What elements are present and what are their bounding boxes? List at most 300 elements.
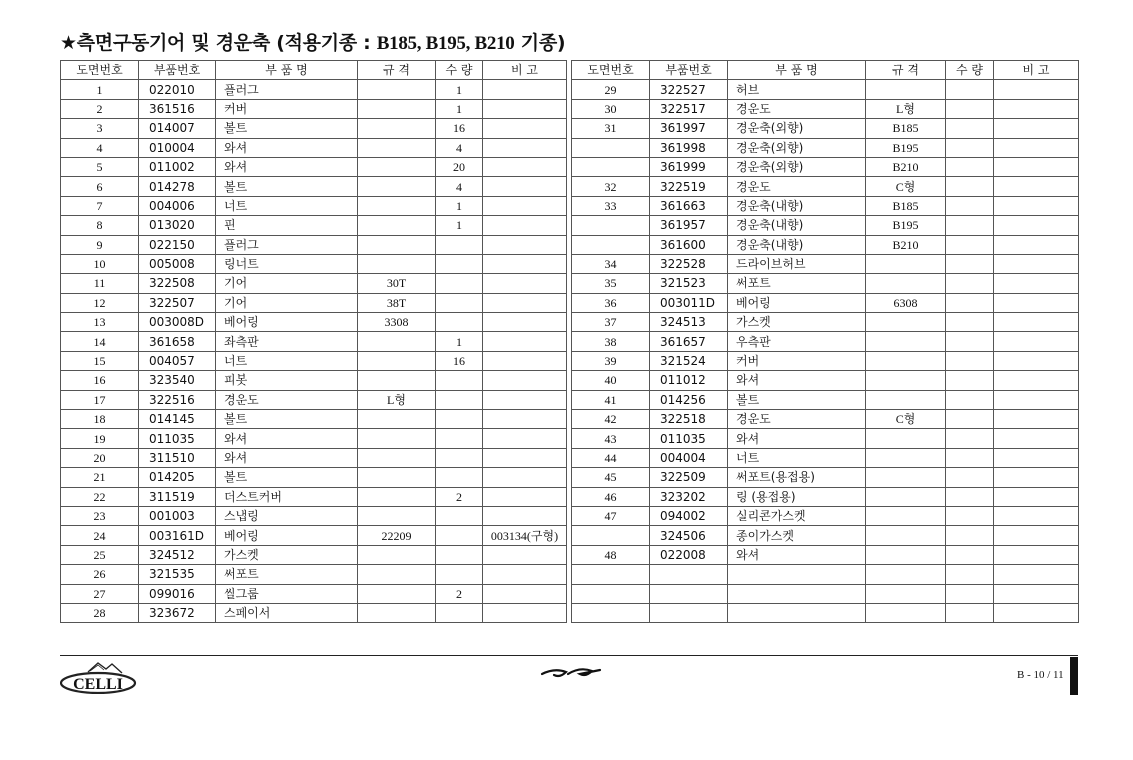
table-row bbox=[572, 157, 1079, 176]
cell-drawing-no: 35 bbox=[572, 274, 650, 293]
cell-spec bbox=[358, 254, 436, 273]
cell-drawing-no: 6 bbox=[61, 177, 139, 196]
cell-spec bbox=[866, 254, 946, 273]
cell-part-no: 003008D bbox=[139, 313, 216, 332]
table-row bbox=[61, 448, 567, 467]
cell-qty: 1 bbox=[436, 216, 483, 235]
cell-spec bbox=[358, 351, 436, 370]
table-row bbox=[572, 274, 1079, 293]
page-edge-bar bbox=[1070, 657, 1078, 695]
table-row bbox=[61, 526, 567, 545]
cell-spec bbox=[358, 216, 436, 235]
cell-qty bbox=[946, 390, 994, 409]
cell-qty: 1 bbox=[436, 80, 483, 99]
cell-spec bbox=[358, 468, 436, 487]
cell-note bbox=[994, 177, 1079, 196]
cell-part-no: 321524 bbox=[650, 351, 728, 370]
cell-note bbox=[994, 216, 1079, 235]
cell-qty bbox=[946, 545, 994, 564]
cell-part-name: 플러그 bbox=[216, 80, 358, 99]
cell-qty bbox=[436, 293, 483, 312]
table-row bbox=[61, 254, 567, 273]
cell-part-name: 핀 bbox=[216, 216, 358, 235]
cell-drawing-no: 31 bbox=[572, 119, 650, 138]
table-row bbox=[61, 99, 567, 118]
cell-note bbox=[994, 157, 1079, 176]
cell-part-name: 베어링 bbox=[216, 313, 358, 332]
cell-part-no: 361997 bbox=[650, 119, 728, 138]
cell-spec bbox=[866, 429, 946, 448]
cell-part-no: 094002 bbox=[650, 506, 728, 525]
cell-part-name: 써포트 bbox=[728, 274, 866, 293]
cell-drawing-no: 19 bbox=[61, 429, 139, 448]
cell-note bbox=[994, 332, 1079, 351]
cell-part-no: 004006 bbox=[139, 196, 216, 215]
cell-qty bbox=[946, 448, 994, 467]
cell-spec: B185 bbox=[866, 119, 946, 138]
cell-part-no bbox=[650, 584, 728, 603]
signature-mark bbox=[540, 662, 610, 682]
cell-drawing-no: 2 bbox=[61, 99, 139, 118]
cell-part-name: 씰그룹 bbox=[216, 584, 358, 603]
cell-part-no: 322516 bbox=[139, 390, 216, 409]
cell-drawing-no: 38 bbox=[572, 332, 650, 351]
table-row bbox=[61, 410, 567, 429]
cell-part-no: 322517 bbox=[650, 99, 728, 118]
cell-drawing-no: 10 bbox=[61, 254, 139, 273]
cell-qty bbox=[946, 293, 994, 312]
cell-part-name: 플러그 bbox=[216, 235, 358, 254]
cell-spec bbox=[358, 138, 436, 157]
table-row bbox=[572, 313, 1079, 332]
cell-qty bbox=[436, 603, 483, 622]
cell-drawing-no: 15 bbox=[61, 351, 139, 370]
cell-drawing-no: 26 bbox=[61, 565, 139, 584]
cell-drawing-no: 25 bbox=[61, 545, 139, 564]
cell-spec bbox=[358, 603, 436, 622]
cell-note bbox=[994, 235, 1079, 254]
cell-spec bbox=[866, 506, 946, 525]
table-row bbox=[61, 506, 567, 525]
cell-part-no: 361600 bbox=[650, 235, 728, 254]
cell-part-name: 써포트 bbox=[216, 565, 358, 584]
cell-part-no: 323202 bbox=[650, 487, 728, 506]
cell-part-name: 더스트커버 bbox=[216, 487, 358, 506]
cell-part-name: 와셔 bbox=[216, 448, 358, 467]
cell-part-name bbox=[728, 603, 866, 622]
cell-qty bbox=[946, 565, 994, 584]
cell-part-no: 322528 bbox=[650, 254, 728, 273]
cell-part-no: 361658 bbox=[139, 332, 216, 351]
cell-spec bbox=[358, 429, 436, 448]
cell-qty: 1 bbox=[436, 332, 483, 351]
cell-note: 003134(구형) bbox=[483, 526, 567, 545]
cell-spec: 30T bbox=[358, 274, 436, 293]
cell-spec bbox=[358, 332, 436, 351]
cell-drawing-no: 29 bbox=[572, 80, 650, 99]
cell-part-name: 와셔 bbox=[216, 138, 358, 157]
cell-note bbox=[994, 80, 1079, 99]
table-header-row bbox=[572, 61, 1079, 80]
table-row bbox=[572, 293, 1079, 312]
table-row bbox=[572, 235, 1079, 254]
cell-qty: 4 bbox=[436, 177, 483, 196]
cell-part-name: 볼트 bbox=[216, 177, 358, 196]
cell-drawing-no: 39 bbox=[572, 351, 650, 370]
table-row bbox=[572, 429, 1079, 448]
cell-part-name: 허브 bbox=[728, 80, 866, 99]
cell-note bbox=[994, 506, 1079, 525]
table-row bbox=[572, 254, 1079, 273]
cell-spec bbox=[866, 351, 946, 370]
cell-note bbox=[994, 545, 1079, 564]
cell-note bbox=[994, 390, 1079, 409]
table-row bbox=[572, 351, 1079, 370]
cell-spec bbox=[358, 371, 436, 390]
cell-spec bbox=[866, 313, 946, 332]
cell-part-name: 우측판 bbox=[728, 332, 866, 351]
cell-note bbox=[483, 196, 567, 215]
cell-qty bbox=[436, 468, 483, 487]
cell-drawing-no bbox=[572, 603, 650, 622]
cell-note bbox=[483, 448, 567, 467]
table-row bbox=[61, 468, 567, 487]
table-row bbox=[61, 603, 567, 622]
table-row bbox=[572, 565, 1079, 584]
cell-part-no: 311519 bbox=[139, 487, 216, 506]
cell-qty bbox=[946, 506, 994, 525]
cell-part-no: 361516 bbox=[139, 99, 216, 118]
cell-qty bbox=[436, 429, 483, 448]
cell-part-no: 003161D bbox=[139, 526, 216, 545]
cell-part-name: 가스켓 bbox=[216, 545, 358, 564]
cell-drawing-no: 3 bbox=[61, 119, 139, 138]
parts-table-left bbox=[60, 60, 567, 623]
cell-drawing-no: 34 bbox=[572, 254, 650, 273]
cell-part-name: 실리콘가스켓 bbox=[728, 506, 866, 525]
cell-part-no: 099016 bbox=[139, 584, 216, 603]
cell-spec: B210 bbox=[866, 235, 946, 254]
header-part-no: 부품번호 bbox=[650, 61, 728, 80]
table-row bbox=[572, 603, 1079, 622]
table-row bbox=[572, 526, 1079, 545]
cell-part-name: 경운도 bbox=[728, 177, 866, 196]
cell-part-name: 종이가스켓 bbox=[728, 526, 866, 545]
cell-spec bbox=[358, 565, 436, 584]
parts-table-right bbox=[571, 60, 1079, 623]
table-row bbox=[572, 332, 1079, 351]
table-row bbox=[61, 138, 567, 157]
cell-drawing-no: 45 bbox=[572, 468, 650, 487]
cell-drawing-no: 8 bbox=[61, 216, 139, 235]
cell-part-name: 경운축(내향) bbox=[728, 235, 866, 254]
cell-qty: 2 bbox=[436, 487, 483, 506]
cell-note bbox=[483, 429, 567, 448]
cell-note bbox=[483, 371, 567, 390]
cell-part-name: 좌측판 bbox=[216, 332, 358, 351]
title-star: ★ bbox=[60, 32, 77, 54]
cell-note bbox=[483, 351, 567, 370]
cell-qty bbox=[436, 526, 483, 545]
cell-drawing-no: 5 bbox=[61, 157, 139, 176]
cell-drawing-no: 30 bbox=[572, 99, 650, 118]
cell-part-name bbox=[728, 565, 866, 584]
cell-note bbox=[994, 410, 1079, 429]
table-row bbox=[61, 235, 567, 254]
cell-qty bbox=[436, 313, 483, 332]
cell-qty bbox=[946, 487, 994, 506]
cell-spec bbox=[358, 410, 436, 429]
cell-part-name: 와셔 bbox=[216, 157, 358, 176]
cell-qty bbox=[946, 332, 994, 351]
cell-drawing-no: 18 bbox=[61, 410, 139, 429]
cell-drawing-no: 9 bbox=[61, 235, 139, 254]
table-row bbox=[572, 119, 1079, 138]
cell-spec bbox=[358, 196, 436, 215]
cell-part-name: 경운축(내향) bbox=[728, 216, 866, 235]
cell-spec: B185 bbox=[866, 196, 946, 215]
cell-qty bbox=[436, 274, 483, 293]
cell-note bbox=[994, 196, 1079, 215]
cell-note bbox=[483, 274, 567, 293]
cell-drawing-no: 1 bbox=[61, 80, 139, 99]
cell-spec: L형 bbox=[358, 390, 436, 409]
cell-qty bbox=[946, 99, 994, 118]
cell-drawing-no: 47 bbox=[572, 506, 650, 525]
cell-drawing-no bbox=[572, 216, 650, 235]
table-row bbox=[572, 584, 1079, 603]
cell-qty bbox=[436, 506, 483, 525]
cell-note bbox=[483, 332, 567, 351]
cell-note bbox=[994, 584, 1079, 603]
cell-part-no: 361998 bbox=[650, 138, 728, 157]
cell-part-no: 322507 bbox=[139, 293, 216, 312]
header-part-name: 부 품 명 bbox=[216, 61, 358, 80]
cell-part-no bbox=[650, 565, 728, 584]
title-korean: 측면구동기어 및 경운축 (적용기종 : bbox=[76, 32, 377, 54]
table-row bbox=[572, 80, 1079, 99]
cell-part-name: 가스켓 bbox=[728, 313, 866, 332]
table-row bbox=[572, 138, 1079, 157]
table-row bbox=[61, 429, 567, 448]
cell-drawing-no: 23 bbox=[61, 506, 139, 525]
cell-spec bbox=[358, 487, 436, 506]
cell-part-name: 와셔 bbox=[728, 371, 866, 390]
cell-qty bbox=[436, 254, 483, 273]
cell-drawing-no bbox=[572, 565, 650, 584]
cell-qty bbox=[946, 235, 994, 254]
cell-drawing-no: 17 bbox=[61, 390, 139, 409]
cell-drawing-no: 40 bbox=[572, 371, 650, 390]
cell-qty bbox=[436, 410, 483, 429]
cell-note bbox=[483, 603, 567, 622]
cell-part-name: 커버 bbox=[216, 99, 358, 118]
cell-part-name: 경운축(외향) bbox=[728, 138, 866, 157]
cell-note bbox=[483, 313, 567, 332]
header-qty: 수 량 bbox=[946, 61, 994, 80]
cell-part-name: 피봇 bbox=[216, 371, 358, 390]
cell-part-no: 323540 bbox=[139, 371, 216, 390]
cell-note bbox=[483, 545, 567, 564]
table-row bbox=[572, 506, 1079, 525]
cell-qty: 2 bbox=[436, 584, 483, 603]
cell-drawing-no: 14 bbox=[61, 332, 139, 351]
cell-part-no: 361957 bbox=[650, 216, 728, 235]
table-row bbox=[572, 196, 1079, 215]
table-row bbox=[572, 448, 1079, 467]
cell-part-name bbox=[728, 584, 866, 603]
cell-qty bbox=[946, 313, 994, 332]
cell-part-no: 011035 bbox=[650, 429, 728, 448]
cell-spec bbox=[358, 506, 436, 525]
cell-part-name: 드라이브허브 bbox=[728, 254, 866, 273]
table-row bbox=[61, 119, 567, 138]
cell-spec: 3308 bbox=[358, 313, 436, 332]
cell-part-no: 014007 bbox=[139, 119, 216, 138]
cell-spec bbox=[358, 545, 436, 564]
cell-part-name: 너트 bbox=[216, 196, 358, 215]
cell-spec: C형 bbox=[866, 410, 946, 429]
cell-part-name: 볼트 bbox=[216, 410, 358, 429]
cell-part-name: 와셔 bbox=[728, 429, 866, 448]
cell-spec: B195 bbox=[866, 138, 946, 157]
cell-note bbox=[994, 293, 1079, 312]
cell-note bbox=[483, 235, 567, 254]
table-row bbox=[61, 351, 567, 370]
cell-note bbox=[483, 565, 567, 584]
cell-part-no: 014145 bbox=[139, 410, 216, 429]
cell-part-name: 너트 bbox=[728, 448, 866, 467]
cell-part-no: 003011D bbox=[650, 293, 728, 312]
cell-drawing-no: 27 bbox=[61, 584, 139, 603]
header-part-name: 부 품 명 bbox=[728, 61, 866, 80]
table-row bbox=[572, 371, 1079, 390]
cell-drawing-no: 41 bbox=[572, 390, 650, 409]
cell-spec: C형 bbox=[866, 177, 946, 196]
celli-logo bbox=[60, 660, 140, 694]
cell-note bbox=[994, 526, 1079, 545]
cell-part-name: 경운축(내향) bbox=[728, 196, 866, 215]
cell-spec: 38T bbox=[358, 293, 436, 312]
table-row bbox=[61, 584, 567, 603]
page-title bbox=[60, 28, 565, 55]
cell-drawing-no: 12 bbox=[61, 293, 139, 312]
cell-spec bbox=[866, 468, 946, 487]
cell-qty bbox=[946, 468, 994, 487]
table-row bbox=[572, 545, 1079, 564]
table-row bbox=[572, 390, 1079, 409]
cell-part-no: 011002 bbox=[139, 157, 216, 176]
cell-spec bbox=[866, 390, 946, 409]
cell-note bbox=[483, 80, 567, 99]
table-row bbox=[61, 216, 567, 235]
cell-part-no: 361663 bbox=[650, 196, 728, 215]
header-spec: 규 격 bbox=[358, 61, 436, 80]
cell-part-name: 베어링 bbox=[216, 526, 358, 545]
cell-spec bbox=[358, 80, 436, 99]
cell-note bbox=[994, 468, 1079, 487]
cell-qty: 16 bbox=[436, 351, 483, 370]
cell-part-name: 스페이서 bbox=[216, 603, 358, 622]
cell-note bbox=[483, 584, 567, 603]
cell-drawing-no: 42 bbox=[572, 410, 650, 429]
footer-divider bbox=[60, 655, 1078, 656]
cell-drawing-no bbox=[572, 584, 650, 603]
cell-part-no: 321535 bbox=[139, 565, 216, 584]
table-row bbox=[61, 177, 567, 196]
header-note: 비 고 bbox=[994, 61, 1079, 80]
table-row bbox=[572, 99, 1079, 118]
cell-part-no: 323672 bbox=[139, 603, 216, 622]
cell-drawing-no: 46 bbox=[572, 487, 650, 506]
cell-qty bbox=[946, 584, 994, 603]
cell-qty bbox=[946, 429, 994, 448]
cell-qty bbox=[946, 196, 994, 215]
cell-drawing-no: 43 bbox=[572, 429, 650, 448]
table-row bbox=[61, 80, 567, 99]
cell-part-no: 005008 bbox=[139, 254, 216, 273]
cell-part-name: 와셔 bbox=[728, 545, 866, 564]
cell-drawing-no: 28 bbox=[61, 603, 139, 622]
cell-drawing-no: 11 bbox=[61, 274, 139, 293]
cell-qty bbox=[946, 371, 994, 390]
cell-drawing-no: 22 bbox=[61, 487, 139, 506]
cell-drawing-no: 44 bbox=[572, 448, 650, 467]
cell-part-no: 013020 bbox=[139, 216, 216, 235]
cell-qty bbox=[436, 448, 483, 467]
table-row bbox=[61, 274, 567, 293]
cell-spec bbox=[866, 584, 946, 603]
table-row bbox=[61, 313, 567, 332]
cell-part-name: 경운축(외향) bbox=[728, 119, 866, 138]
cell-part-no: 361657 bbox=[650, 332, 728, 351]
title-models: B185, B195, B210 bbox=[376, 33, 515, 54]
table-row bbox=[61, 545, 567, 564]
cell-note bbox=[994, 448, 1079, 467]
cell-qty bbox=[946, 410, 994, 429]
cell-drawing-no: 33 bbox=[572, 196, 650, 215]
cell-part-no: 004004 bbox=[650, 448, 728, 467]
cell-qty bbox=[436, 390, 483, 409]
cell-spec bbox=[866, 565, 946, 584]
cell-note bbox=[483, 293, 567, 312]
cell-part-no: 322509 bbox=[650, 468, 728, 487]
cell-part-no: 011035 bbox=[139, 429, 216, 448]
cell-part-no: 324513 bbox=[650, 313, 728, 332]
cell-qty bbox=[946, 526, 994, 545]
cell-qty bbox=[946, 80, 994, 99]
cell-drawing-no: 7 bbox=[61, 196, 139, 215]
cell-part-no: 001003 bbox=[139, 506, 216, 525]
cell-spec: L형 bbox=[866, 99, 946, 118]
cell-qty: 4 bbox=[436, 138, 483, 157]
cell-qty bbox=[436, 545, 483, 564]
cell-part-name: 볼트 bbox=[728, 390, 866, 409]
cell-qty bbox=[436, 235, 483, 254]
table-row bbox=[61, 157, 567, 176]
table-row bbox=[61, 196, 567, 215]
cell-spec bbox=[866, 603, 946, 622]
header-drawing-no: 도면번호 bbox=[572, 61, 650, 80]
table-row bbox=[572, 487, 1079, 506]
table-row bbox=[61, 390, 567, 409]
cell-part-name: 커버 bbox=[728, 351, 866, 370]
cell-part-name: 경운도 bbox=[216, 390, 358, 409]
cell-part-no: 311510 bbox=[139, 448, 216, 467]
cell-part-no: 322519 bbox=[650, 177, 728, 196]
cell-spec bbox=[358, 584, 436, 603]
cell-spec bbox=[866, 274, 946, 293]
